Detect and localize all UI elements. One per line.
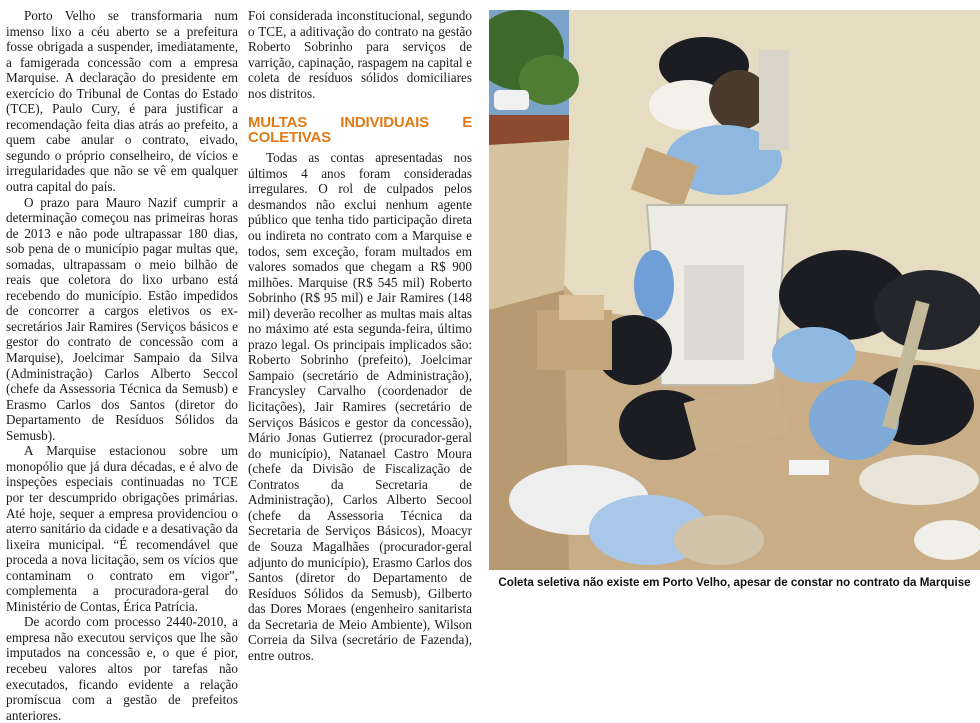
section-title: MULTAS INDIVIDUAIS E COLETIVAS <box>248 114 472 147</box>
bin-panel <box>684 265 744 360</box>
building <box>489 115 569 145</box>
blue-plastic-bag <box>634 250 674 320</box>
scattered-paper <box>859 455 979 505</box>
article-column-2 <box>248 8 472 663</box>
scattered-cardboard <box>674 515 764 565</box>
article-column-1 <box>6 8 238 723</box>
bin-lid <box>759 50 789 150</box>
article-paragraph: Todas as contas apresentadas nos últimos 4 anos foram consideradas irregulares. O rol de culpados pelos desmandos não exclui nenhum agente público que tenha tido participação direta ou indireta no contrato com a Marquise e todos, sem exceção, foram multados em valores somados que chegam a R$ 900 milhões. Marquise (R$ 545 mil) Roberto Sobrinho (R$ 95 mil) e Jair Ramires (148 mil) deverão recolher as multas mais altas no máximo até esta segunda-feira, último prazo legal. Os principais implicados são: Roberto Sobrinho (prefeito), Joelcimar Sampaio (secretário de Administração), Francysley Carvalho (coordenador de licitações), Jair Ramires (secretário de Serviços Básicos e gestor da concessão), Mário Jonas Gutierrez (procurador-geral do município), Natanael Castro Moura (chefe da Divisão de Fiscalização de Contratos da Secretaria de Administração), Carlos Alberto Secool (chefe da Assessoria Técnica da Secretaria de Serviços Básicos), Moacyr de Souza Magalhães (procurador-geral adjunto do município), Erasmo Carlos dos Santos (diretor do Departamento de Resíduos Sólidos da Semusb), Gilberto das Dores Moraes (engenheiro sanitarista da Secretaria de Meio Ambiente), Wilson Correia da Silva (secretário de Fazenda), entre outros. <box>248 150 472 663</box>
garbage-photo-illustration <box>489 10 980 570</box>
cardboard-flap <box>559 295 604 320</box>
blue-plastic-bag <box>772 327 856 383</box>
scattered-paper <box>789 460 829 475</box>
article-paragraph: O prazo para Mauro Nazif cumprir a determinação começou nas primeiras horas de 2013 e não pode ultrapassar 180 dias, sob pena de o município pagar multas que, somadas, ultrapassam o meio bilhão de reais que coletora do lixo urbano está recebendo do município. Estão impedidos de concorrer a cargos eletivos os ex-secretários Jair Ramires (Serviços básicos e gestor do contrato de concessão com a Marquise), Joelcimar Sampaio da Silva (Administração) Carlos Alberto Seccol (chefe da Assessoria Técnica da Semusb) e Erasmo Carlos dos Santos (diretor do Departamento de Resíduos Sólidos da Semusb). <box>6 194 238 443</box>
article-paragraph-continued: Foi considerada inconstitucional, segundo o TCE, a aditivação do contrato na gestão Roberto Sobrinho para serviços de varrição, capinação, raspagem na capital e coleta de resíduos sólidos domiciliares nos distritos. <box>248 8 472 101</box>
photo-caption: Coleta seletiva não existe em Porto Velho, apesar de constar no contrato da Marquise <box>498 576 971 589</box>
parked-car <box>494 90 529 110</box>
garbage-photo <box>489 10 980 570</box>
article-paragraph: A Marquise estacionou sobre um monopólio que já dura décadas, e é alvo de inspeções especiais continuadas no TCE por ter descumprido obrigações primárias. Até hoje, sequer a empresa providenciou o aterro sanitário da cidade e a desativação da lixeira municipal. “É recomendável que proceda a nova licitação, sem os vícios que contaminam o contrato em vigor”, complementa a procuradora-geral do Ministério de Contas, Érica Patrícia. <box>6 443 238 614</box>
article-paragraph: De acordo com processo 2440-2010, a empresa não executou serviços que lhe são imputados na concessão e, o que é pior, recebeu valores altos por tarefas não executados, ficando evidente a relação promíscua com a gestão de prefeitos anteriores. <box>6 614 238 723</box>
article-paragraph: Porto Velho se transformaria num imenso lixo a céu aberto se a prefeitura fosse obrigada a suspender, imediatamente, a famigerada concessão com a empresa Marquise. A declaração do presidente em exercício do Tribunal de Contas do Estado (TCE), Paulo Cury, é para justificar a recomendação feita dias atrás ao prefeito, a quem cabe anular o contrato, eivado, segundo o próprio conselheiro, de vícios e irregularidades que não se vê em qualquer outra capital do país. <box>6 8 238 195</box>
sidewalk <box>489 140 569 310</box>
